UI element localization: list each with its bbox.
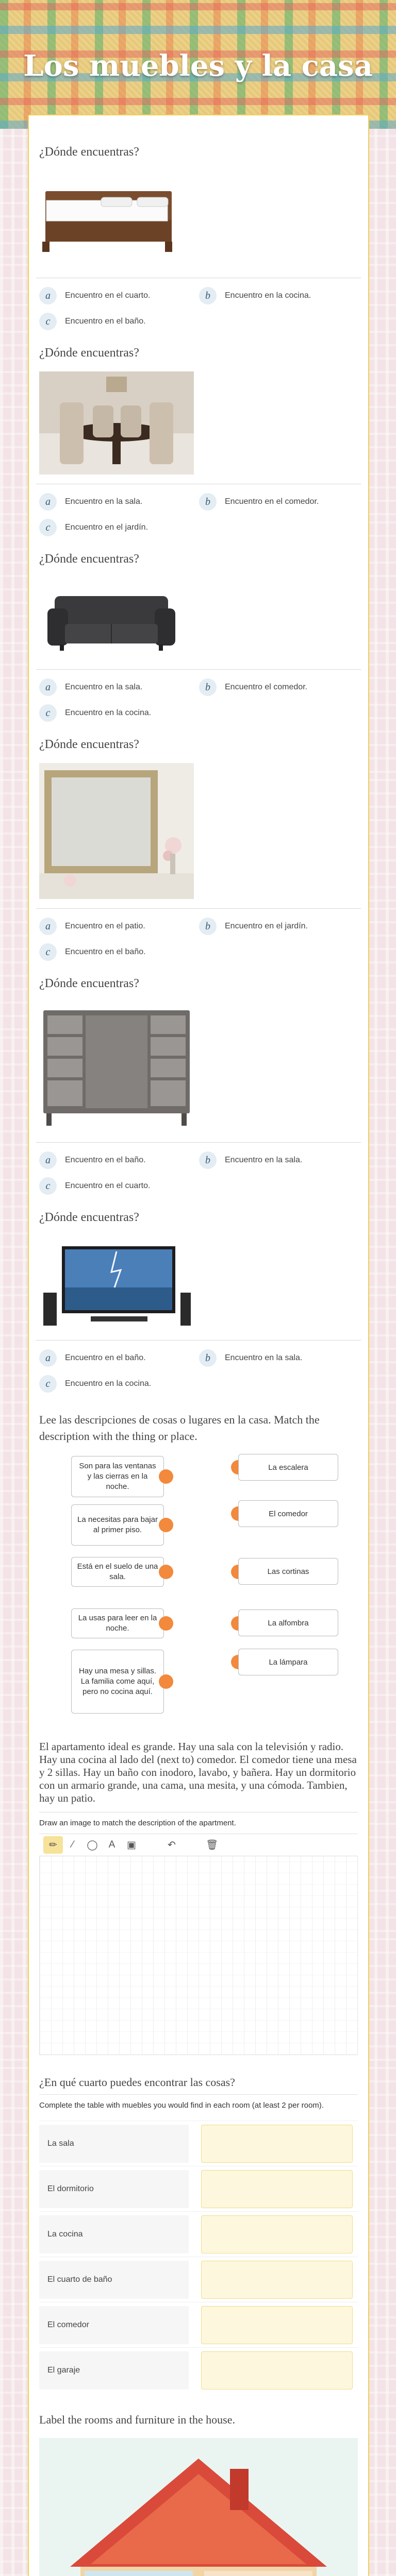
- question-4: [36, 738, 361, 962]
- option-letter: c: [39, 1177, 57, 1195]
- option-letter: c: [39, 704, 57, 722]
- option-text: Encuentro en el baño.: [65, 1353, 146, 1362]
- question-5: [36, 977, 361, 1196]
- option-text: Encuentro el comedor.: [225, 683, 308, 691]
- room-answer-field[interactable]: [201, 2170, 353, 2208]
- rooms-table-section: [36, 2076, 361, 2393]
- match-row: [39, 1650, 358, 1722]
- table-row: [39, 2121, 358, 2166]
- house-instruction: Label the rooms and furniture in the house.: [39, 2413, 236, 2426]
- room-answer-field[interactable]: [201, 2215, 353, 2253]
- rooms-instruction: Complete the table with muebles you would find in each room (at least 2 per room).: [39, 2094, 358, 2111]
- answer-option-a[interactable]: [39, 677, 194, 698]
- match-row: [39, 1557, 358, 1608]
- option-text: Encuentro en el cuarto.: [65, 1181, 151, 1190]
- room-label: El cuarto de baño: [39, 2261, 189, 2299]
- answer-options: [36, 278, 361, 332]
- option-letter: a: [39, 493, 57, 511]
- option-letter: b: [199, 493, 217, 511]
- rooms-question: ¿En qué cuarto puedes encontrar las cosas?: [39, 2076, 235, 2089]
- room-answer-field[interactable]: [201, 2261, 353, 2299]
- question-prompt: ¿Dónde encuentras?: [39, 977, 139, 990]
- option-letter: a: [39, 679, 57, 696]
- drawing-toolbar: [39, 1834, 358, 1856]
- house-label-section: [36, 2413, 361, 2576]
- match-answer: La alfombra: [238, 1609, 338, 1636]
- match-connector-left[interactable]: [159, 1616, 173, 1631]
- match-answer: La escalera: [238, 1454, 338, 1481]
- question-prompt: ¿Dónde encuentras?: [39, 552, 139, 566]
- match-answer: La lámpara: [238, 1649, 338, 1675]
- option-letter: a: [39, 918, 57, 935]
- option-letter: b: [199, 287, 217, 304]
- trash-icon[interactable]: 🗑: [205, 1840, 219, 1851]
- option-letter: c: [39, 1375, 57, 1393]
- option-text: Encuentro en la sala.: [225, 1353, 303, 1362]
- room-label: La cocina: [39, 2215, 189, 2253]
- option-text: Encuentro en la sala.: [65, 683, 143, 691]
- match-row: [39, 1500, 358, 1557]
- room-label: El garaje: [39, 2351, 189, 2389]
- option-letter: c: [39, 943, 57, 961]
- option-text: Encuentro en la cocina.: [65, 708, 152, 717]
- answer-option-a[interactable]: [39, 492, 194, 512]
- match-description: La necesitas para bajar al primer piso.: [71, 1504, 164, 1546]
- option-letter: a: [39, 1151, 57, 1169]
- match-connector-left[interactable]: [159, 1469, 173, 1484]
- option-text: Encuentro en el cuarto.: [65, 291, 151, 300]
- line-icon[interactable]: ⁄: [72, 1839, 74, 1850]
- matching-instruction: Lee las descripciones de cosas o lugares en la casa. Match the description with the thing or place.: [39, 1413, 320, 1443]
- match-connector-left[interactable]: [159, 1565, 173, 1579]
- match-answer: Las cortinas: [238, 1558, 338, 1585]
- answer-option-c[interactable]: [39, 311, 194, 332]
- answer-option-a[interactable]: [39, 285, 194, 306]
- option-text: Encuentro en el jardín.: [65, 523, 148, 532]
- option-letter: b: [199, 679, 217, 696]
- option-letter: a: [39, 1349, 57, 1367]
- match-description: Está en el suelo de una sala.: [71, 1557, 164, 1587]
- match-description: Hay una mesa y sillas. La familia come aquí, pero no cocina aquí.: [71, 1650, 164, 1714]
- undo-icon[interactable]: ↶: [168, 1839, 176, 1851]
- answer-option-c[interactable]: [39, 1176, 194, 1196]
- room-label: La sala: [39, 2125, 189, 2163]
- room-answer-field[interactable]: [201, 2351, 353, 2389]
- answer-option-a[interactable]: [39, 1348, 194, 1368]
- answer-options: [36, 669, 361, 723]
- image-icon[interactable]: ▣: [127, 1839, 136, 1851]
- answer-options: [36, 908, 361, 962]
- table-row: [39, 2211, 358, 2257]
- option-letter: a: [39, 287, 57, 304]
- circle-icon[interactable]: ◯: [87, 1839, 98, 1851]
- question-6: [36, 1211, 361, 1394]
- option-letter: b: [199, 1151, 217, 1169]
- answer-option-c[interactable]: [39, 517, 194, 538]
- table-row: [39, 2347, 358, 2393]
- answer-option-b[interactable]: [199, 677, 354, 698]
- answer-option-b[interactable]: [199, 285, 354, 306]
- apartment-description: El apartamento ideal es grande. Hay una sala con la televisión y radio. Hay una cocina al lado del (next to) comedor. El comedor tiene una mesa y 2 sillas. Hay un baño con inodoro, lavabo, y bañera. Hay un dormitorio con un armario grande, una cama, una mesita, y una cómoda. Tambien, hay un patio.: [39, 1740, 357, 1804]
- option-text: Encuentro en la cocina.: [65, 1379, 152, 1388]
- question-1: [36, 145, 361, 332]
- option-text: Encuentro en el jardín.: [225, 922, 308, 930]
- match-description: La usas para leer en la noche.: [71, 1608, 164, 1638]
- table-row: [39, 2166, 358, 2211]
- table-row: [39, 2302, 358, 2347]
- question-prompt: ¿Dónde encuentras?: [39, 1211, 139, 1224]
- answer-option-c[interactable]: [39, 942, 194, 962]
- option-letter: c: [39, 519, 57, 536]
- worksheet-card: [28, 114, 369, 2576]
- option-letter: b: [199, 918, 217, 935]
- match-row: [39, 1608, 358, 1650]
- question-2: [36, 346, 361, 538]
- question-3: [36, 552, 361, 723]
- option-text: Encuentro en el patio.: [65, 922, 145, 930]
- option-letter: c: [39, 313, 57, 330]
- question-prompt: ¿Dónde encuentras?: [39, 145, 139, 159]
- answer-option-a[interactable]: [39, 916, 194, 937]
- option-text: Encuentro en el baño.: [65, 947, 146, 956]
- drawing-instruction: Draw an image to match the description of the apartment.: [39, 1812, 358, 1827]
- room-label: El comedor: [39, 2306, 189, 2344]
- answer-option-b[interactable]: [199, 492, 354, 512]
- dresser-icon: [39, 1002, 194, 1133]
- match-description: Son para las ventanas y las cierras en la noche.: [71, 1456, 164, 1497]
- answer-option-b[interactable]: [199, 1348, 354, 1368]
- option-text: Encuentro en el baño.: [65, 317, 146, 326]
- match-row: [39, 1454, 358, 1500]
- option-letter: b: [199, 1349, 217, 1367]
- answer-option-b[interactable]: [199, 916, 354, 937]
- bed-icon: [39, 171, 178, 268]
- option-text: Encuentro en la cocina.: [225, 291, 311, 300]
- match-connector-left[interactable]: [159, 1674, 173, 1689]
- table-row: [39, 2257, 358, 2302]
- mirror-icon: [39, 763, 194, 899]
- match-answer: El comedor: [238, 1500, 338, 1527]
- drawing-section: [36, 1740, 361, 2055]
- answer-options: [36, 1142, 361, 1196]
- match-connector-left[interactable]: [159, 1518, 173, 1532]
- sofa-icon: [39, 578, 184, 660]
- question-prompt: ¿Dónde encuentras?: [39, 738, 139, 751]
- answer-option-c[interactable]: [39, 703, 194, 723]
- page-title: Los muebles y la casa: [23, 49, 373, 83]
- matching-section: [36, 1409, 361, 1722]
- option-text: Encuentro en la sala.: [65, 497, 143, 506]
- pencil-icon[interactable]: ✏: [43, 1836, 63, 1854]
- house-illustration[interactable]: [39, 2438, 358, 2576]
- room-label: El dormitorio: [39, 2170, 189, 2208]
- answer-options: [36, 1340, 361, 1394]
- room-answer-field[interactable]: [201, 2125, 353, 2163]
- answer-option-b[interactable]: [199, 1150, 354, 1171]
- text-icon[interactable]: A: [108, 1839, 116, 1850]
- option-text: Encuentro en el baño.: [65, 1156, 146, 1164]
- answer-option-c[interactable]: [39, 1374, 194, 1394]
- question-prompt: ¿Dónde encuentras?: [39, 346, 139, 360]
- drawing-canvas[interactable]: [39, 1856, 358, 2055]
- answer-options: [36, 484, 361, 538]
- answer-option-a[interactable]: [39, 1150, 194, 1171]
- television-icon: [39, 1236, 194, 1331]
- option-text: Encuentro en el comedor.: [225, 497, 319, 506]
- dining-table-icon: [39, 371, 194, 474]
- option-text: Encuentro en la sala.: [225, 1156, 303, 1164]
- header-banner: [0, 0, 396, 129]
- room-answer-field[interactable]: [201, 2306, 353, 2344]
